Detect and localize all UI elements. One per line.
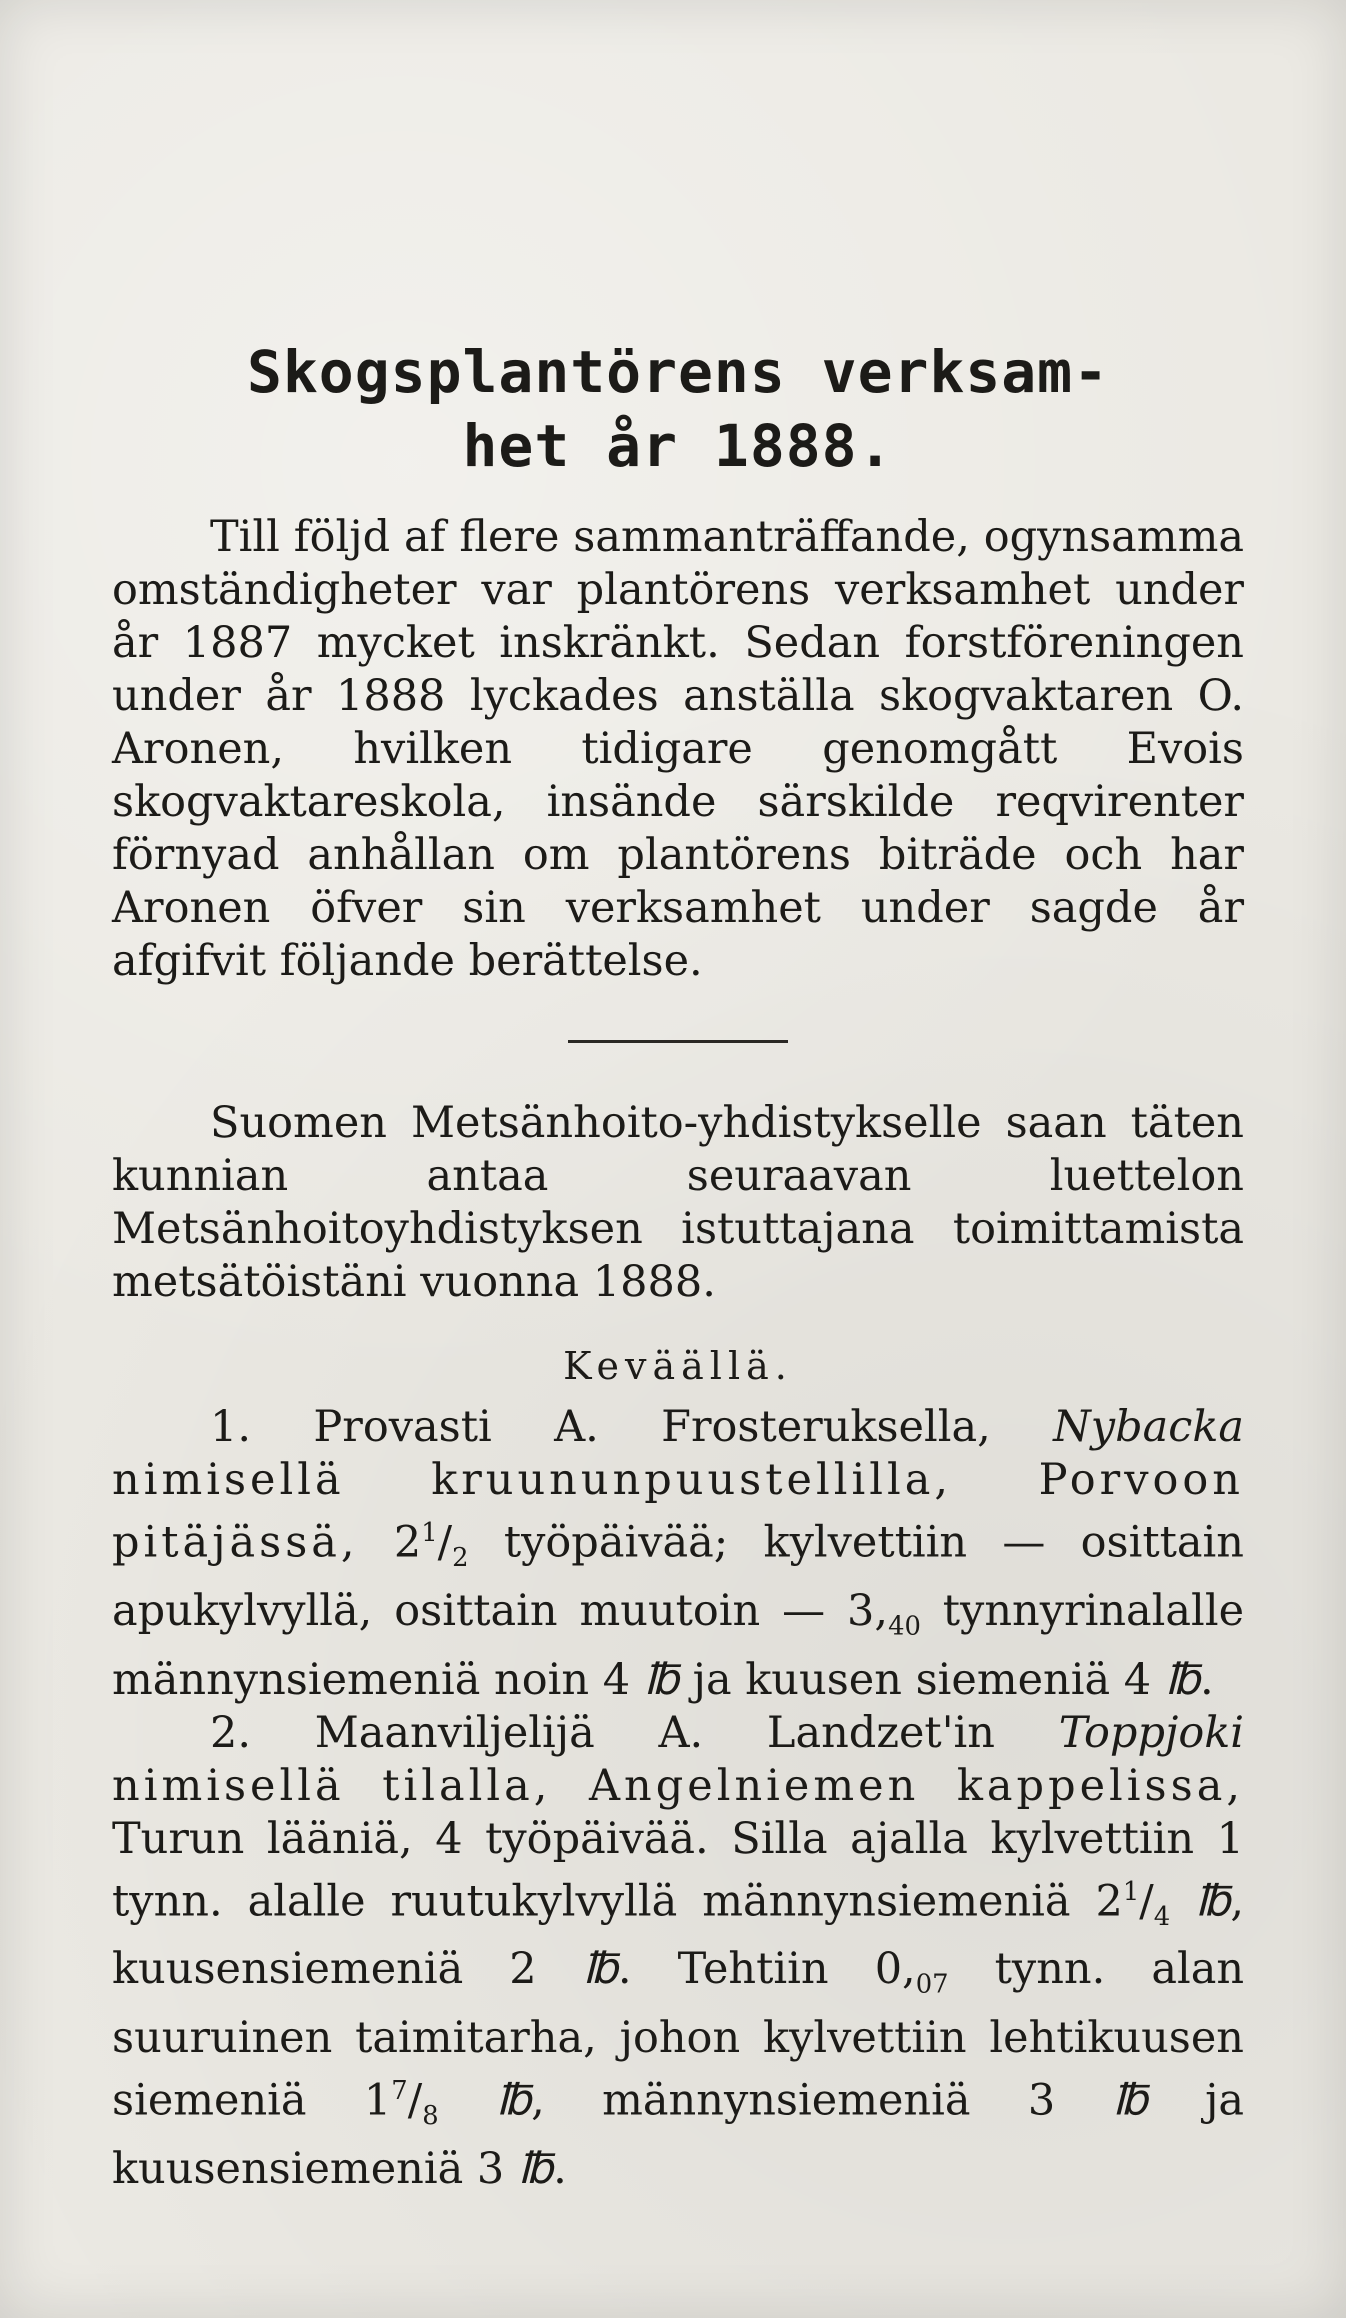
entry-1-lead: 1. Provasti A. Frosteruksella, (210, 1402, 991, 1452)
page-title (112, 335, 1244, 483)
entry-2-lead: 2. Maanviljelijä A. Landzet'in (210, 1707, 995, 1758)
entry-2-farm-name: Toppjoki (1058, 1707, 1245, 1758)
entry-2-rest: Turun lääniä, 4 työpäivää. Silla ajalla kylvettiin 1 tynn. alalle ruutukylvyllä männynsiemeniä (112, 1813, 1244, 1926)
entry-1-half-sub: 2 (452, 1542, 469, 1573)
entry-1-after-area: tynnyrinalalle männynsiemeniä noin 4 (112, 1585, 1245, 1705)
section-heading: Keväällä. (563, 1344, 793, 1388)
entry-2-mid-2: . Tehtiin (617, 1944, 829, 1995)
entry-2-mid-4: , männynsiemeniä 3 (531, 2075, 1056, 2126)
entry-1-farm-name: Nybacka (1053, 1402, 1245, 1452)
entry-2-amount-1-sup: 1 (1122, 1876, 1140, 1907)
entry-2-mid-3: tynn. alan suuruinen taimitarha, johon kylvettiin lehtikuusen siemeniä (112, 1944, 1245, 2126)
pound-unit-icon: ℔ (1164, 1654, 1201, 1705)
intro-paragraph: Till följd af flere sammanträffande, ogynsamma omständigheter var plantörens verksamhet under år 1887 mycket inskränkt. Sedan forstföreningen under år 1888 lyckades anställa skogvaktaren O. Aronen, hvilken tidigare genomgått Evois skogvaktareskola, insände särskilde reqvirenter förnyad anhållan om plantörens biträde och har Aronen öfver sin verksamhet under sagde år afgifvit följande berättelse. (112, 512, 1244, 986)
pound-unit-icon: ℔ (495, 2075, 532, 2126)
title-line-1: Skogsplantörens verksam- (246, 338, 1110, 406)
entry-2-mid-5: ja kuusensiemeniä 3 (112, 2075, 1245, 2194)
entry-1-area-whole: 3, (847, 1585, 889, 1636)
entry-2-location: nimisellä tilalla, Angelniemen kappelissa, (112, 1760, 1244, 1811)
entry-2-amount-2-sup: 7 (391, 2076, 408, 2107)
pound-unit-icon: ℔ (517, 2143, 554, 2194)
entry-2-amount-1-sub: 4 (1153, 1901, 1171, 1932)
entry-2-end: . (553, 2143, 567, 2194)
entry-2: 2. Maanviljelijä A. Landzet'in Toppjoki nimisellä tilalla, Angelniemen kappelissa, Turun lääniä, 4 työpäivää. Silla ajalla kylvettiin 1 tynn. alalle ruutukylvyllä männynsiemeniä $2^1/_4$ ℔, kuusensiemeniä 2 ℔. Tehtiin $0,_{07}$ tynn. alan suuruinen taimitarha, johon kylvettiin lehtikuusen siemeniä $1^7/_8$ ℔, männynsiemeniä 3 ℔ ja kuusensiemeniä 3 ℔. (112, 1707, 1245, 2194)
pound-unit-icon: ℔ (1195, 1875, 1231, 1926)
entry-1-half-sup: 1 (421, 1518, 438, 1548)
entry-1-end: . (1200, 1654, 1214, 1705)
entry-1: 1. Provasti A. Frosteruksella, Nybacka nimisellä kruununpuustellilla, Porvoon pitäjässä, $2^1/_2$ työpäivää; kylvettiin — osittain apukylvyllä, osittain muutoin — $3,_{40}$ tynnyrinalalle männynsiemeniä noin 4 ℔ ja kuusen siemeniä 4 ℔. (112, 1402, 1245, 1705)
title-line-2: het år 1888. (462, 412, 894, 480)
section-divider (568, 1040, 788, 1043)
entry-1-half-number: 2 (393, 1517, 422, 1568)
entry-1-location: nimisellä kruununpuustellilla, Porvoon pitäjässä, (112, 1455, 1244, 1568)
document-content (112, 335, 1244, 2196)
entry-1-days-text: työpäivää; kylvettiin — osittain apukylvyllä, osittain muutoin — (112, 1517, 1244, 1636)
entry-1-area-sub: 40 (888, 1611, 921, 1642)
entry-2-amount-2-sub: 8 (422, 2100, 439, 2131)
pound-unit-icon: ℔ (582, 1944, 618, 1995)
entry-1-after-unit: ja kuusen siemeniä 4 (692, 1654, 1152, 1705)
entry-2-amount-1-whole: 2 (1095, 1875, 1123, 1926)
pound-unit-icon: ℔ (1112, 2075, 1148, 2126)
entry-2-mid-1: , kuusensiemeniä 2 (112, 1875, 1244, 1995)
pound-unit-icon: ℔ (643, 1654, 679, 1705)
entry-2-amount-2-whole: 1 (363, 2075, 392, 2126)
entry-2-area-sub: 07 (915, 1970, 949, 2001)
entry-2-area-whole: 0, (874, 1944, 916, 1995)
finnish-paragraph: Suomen Metsänhoito-yhdistykselle saan täten kunnian antaa seuraavan luettelon Metsänhoitoyhdistyksen istuttajana toimittamista metsätöistäni vuonna 1888. (112, 1098, 1244, 1307)
